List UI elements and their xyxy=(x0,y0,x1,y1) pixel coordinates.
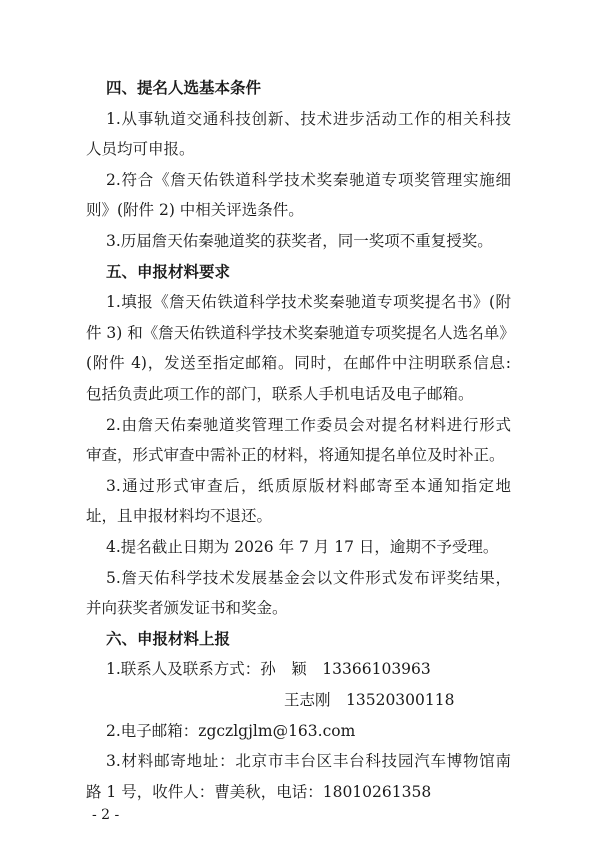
paragraph-line: 1.从事轨道交通科技创新、技术进步活动工作的相关科技 xyxy=(106,109,511,128)
paragraph-line: 包括负责此项工作的部门，联系人手机电话及电子邮箱。 xyxy=(86,385,474,403)
paragraph-line: 址，且申报材料均不退还。 xyxy=(86,507,273,526)
paragraph-line: 并向获奖者颁发证书和奖金。 xyxy=(86,599,288,618)
email-line: 2.电子邮箱：zgczlgjlm@163.com xyxy=(106,721,356,740)
paragraph-line: 4.提名截止日期为 2026 年 7 月 17 日，逾期不予受理。 xyxy=(106,538,499,556)
address-line: 路 1 号，收件人：曹美秋，电话：18010261358 xyxy=(86,782,432,801)
page-number: - 2 - xyxy=(92,807,120,824)
address-line: 3.材料邮寄地址：北京市丰台区丰台科技园汽车博物馆南 xyxy=(106,752,511,771)
paragraph-line: 件 3) 和《詹天佑铁道科学技术奖秦驰道专项奖提名人选名单》 xyxy=(86,323,515,342)
paragraph-line: 审查，形式审查中需补正的材料，将通知提名单位及时补正。 xyxy=(86,446,505,465)
paragraph-line: 2.符合《詹天佑铁道科学技术奖秦驰道专项奖管理实施细 xyxy=(106,170,511,189)
contact-line: 1.联系人及联系方式：孙 颖 13366103963 xyxy=(106,660,431,679)
paragraph-line: (附件 4)，发送至指定邮箱。同时，在邮件中注明联系信息: xyxy=(86,354,511,373)
paragraph-line: 3.通过形式审查后，纸质原版材料邮寄至本通知指定地 xyxy=(106,476,511,495)
section-heading-4: 四、提名人选基本条件 xyxy=(106,79,262,97)
paragraph-line: 2.由詹天佑秦驰道奖管理工作委员会对提名材料进行形式 xyxy=(106,415,511,434)
paragraph-line: 则》(附件 2) 中相关评选条件。 xyxy=(86,201,304,220)
paragraph-line: 人员均可申报。 xyxy=(86,140,195,159)
section-heading-6: 六、申报材料上报 xyxy=(106,629,231,648)
paragraph-line: 3.历届詹天佑秦驰道奖的获奖者，同一奖项不重复授奖。 xyxy=(106,232,493,250)
paragraph-line: 5.詹天佑科学技术发展基金会以文件形式发布评奖结果， xyxy=(106,568,511,587)
contact-line: 王志刚 13520300118 xyxy=(284,691,455,709)
paragraph-line: 1.填报《詹天佑铁道科学技术奖秦驰道专项奖提名书》(附 xyxy=(106,293,511,312)
section-heading-5: 五、申报材料要求 xyxy=(106,262,231,281)
